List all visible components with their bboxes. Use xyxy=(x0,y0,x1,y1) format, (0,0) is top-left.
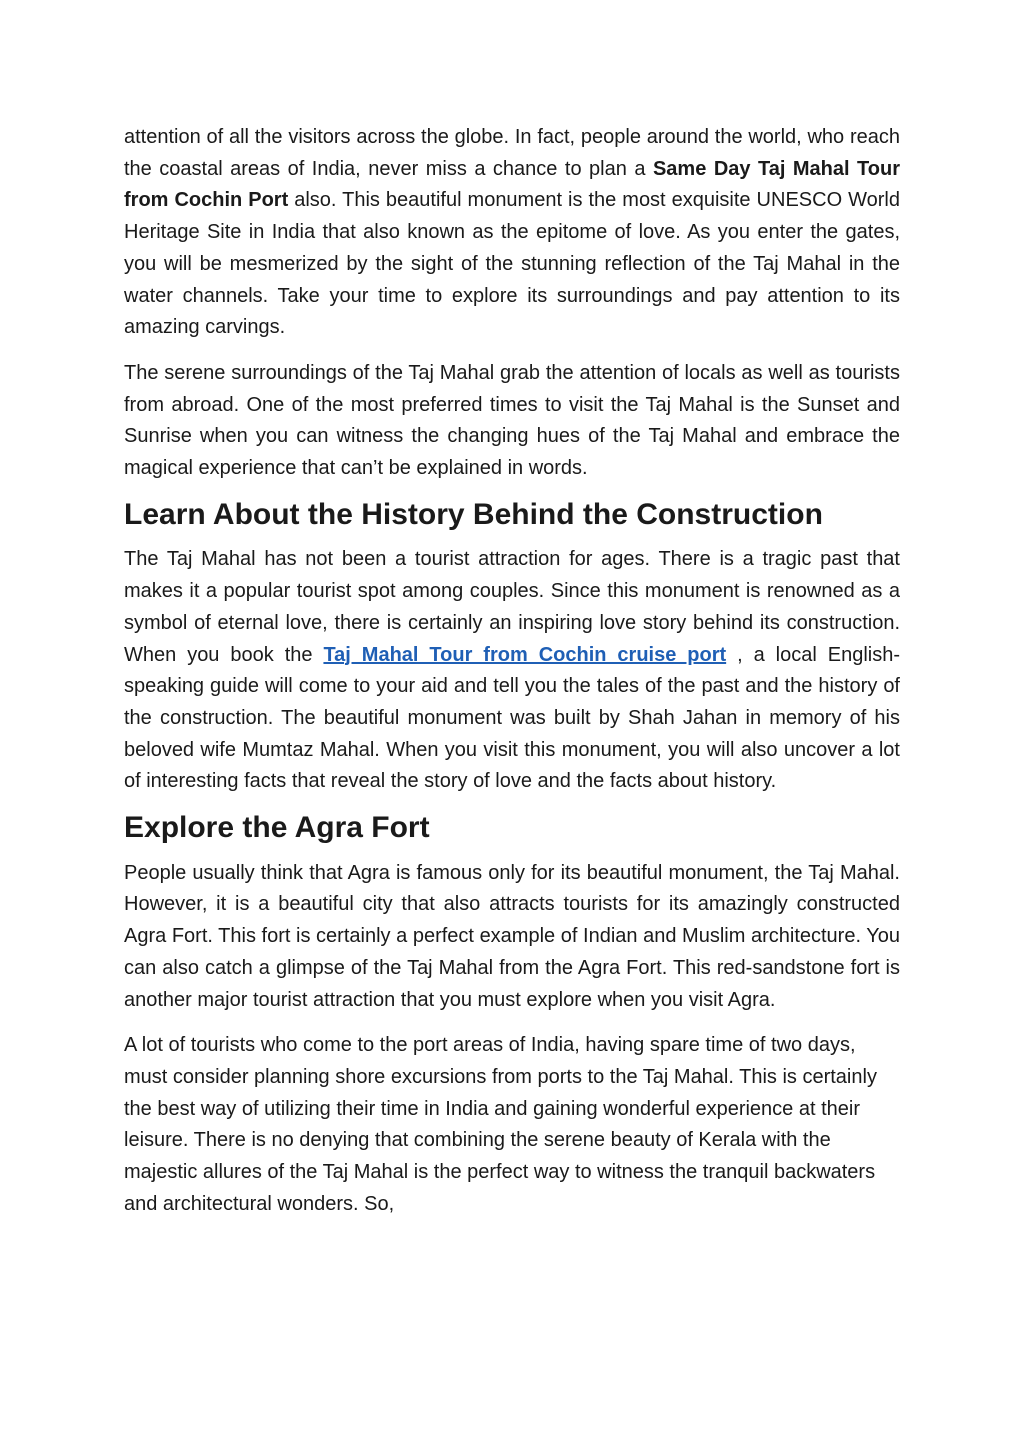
paragraph-intro xyxy=(124,122,900,344)
paragraph-intro-text-start: attention of all the visitors across the globe. In fact, people around the world, who reach the coastal areas of India, never miss a chance to plan a xyxy=(124,126,900,180)
heading-history: Learn About the History Behind the Construction xyxy=(124,497,823,531)
paragraph-intro-text-end: also. This beautiful monument is the most exquisite UNESCO World Heritage Site in India that also known as the epitome of love. As you enter the gates, you will be mesmerized by the sight of the stunning reflection of the Taj Mahal in the water channels. Take your time to explore its surroundings and pay attention to its amazing carvings. xyxy=(124,189,900,339)
paragraph-history xyxy=(124,544,900,798)
paragraph-history-text-start: The Taj Mahal has not been a tourist attraction for ages. There is a tragic past that makes it a popular tourist spot among couples. Since this monument is renowned as a symbol of eternal love, there is certainly an inspiring love story behind its construction. When you book the xyxy=(124,548,900,666)
paragraph-agra-fort: People usually think that Agra is famous only for its beautiful monument, the Taj Mahal. However, it is a beautiful city that also attracts tourists for its amazingly constructed Agra Fort. This fort is certainly a perfect example of Indian and Muslim architecture. You can also catch a glimpse of the Taj Mahal from the Agra Fort. This red-sandstone fort is another major tourist attraction that you must explore when you visit Agra. xyxy=(124,861,900,1011)
document-page xyxy=(124,122,900,1235)
paragraph-shore-excursions: A lot of tourists who come to the port areas of India, having spare time of two days, must consider planning shore excursions from ports to the Taj Mahal. This is certainly the best way of utilizing their time in India and gaining wonderful experience at their leisure. There is no denying that combining the serene beauty of Kerala with the majestic allures of the Taj Mahal is the perfect way to witness the tranquil backwaters and architectural wonders. So, xyxy=(124,1034,877,1215)
paragraph-surroundings: The serene surroundings of the Taj Mahal grab the attention of locals as well as tourists from abroad. One of the most preferred times to visit the Taj Mahal is the Sunset and Sunrise when you can witness the changing hues of the Taj Mahal and embrace the magical experience that can’t be explained in words. xyxy=(124,361,900,480)
paragraph-history-text-end: , a local English-speaking guide will come to your aid and tell you the tales of the past and the history of the construction. The beautiful monument was built by Shah Jahan in memory of his beloved wife Mumtaz Mahal. When you visit this monument, you will also uncover a lot of interesting facts that reveal the story of love and the facts about history. xyxy=(124,643,900,793)
heading-agra-fort: Explore the Agra Fort xyxy=(124,811,430,845)
tour-name-bold: Same Day Taj Mahal Tour from Cochin Port xyxy=(124,157,900,212)
tour-link[interactable]: Taj Mahal Tour from Cochin cruise port xyxy=(323,643,727,666)
